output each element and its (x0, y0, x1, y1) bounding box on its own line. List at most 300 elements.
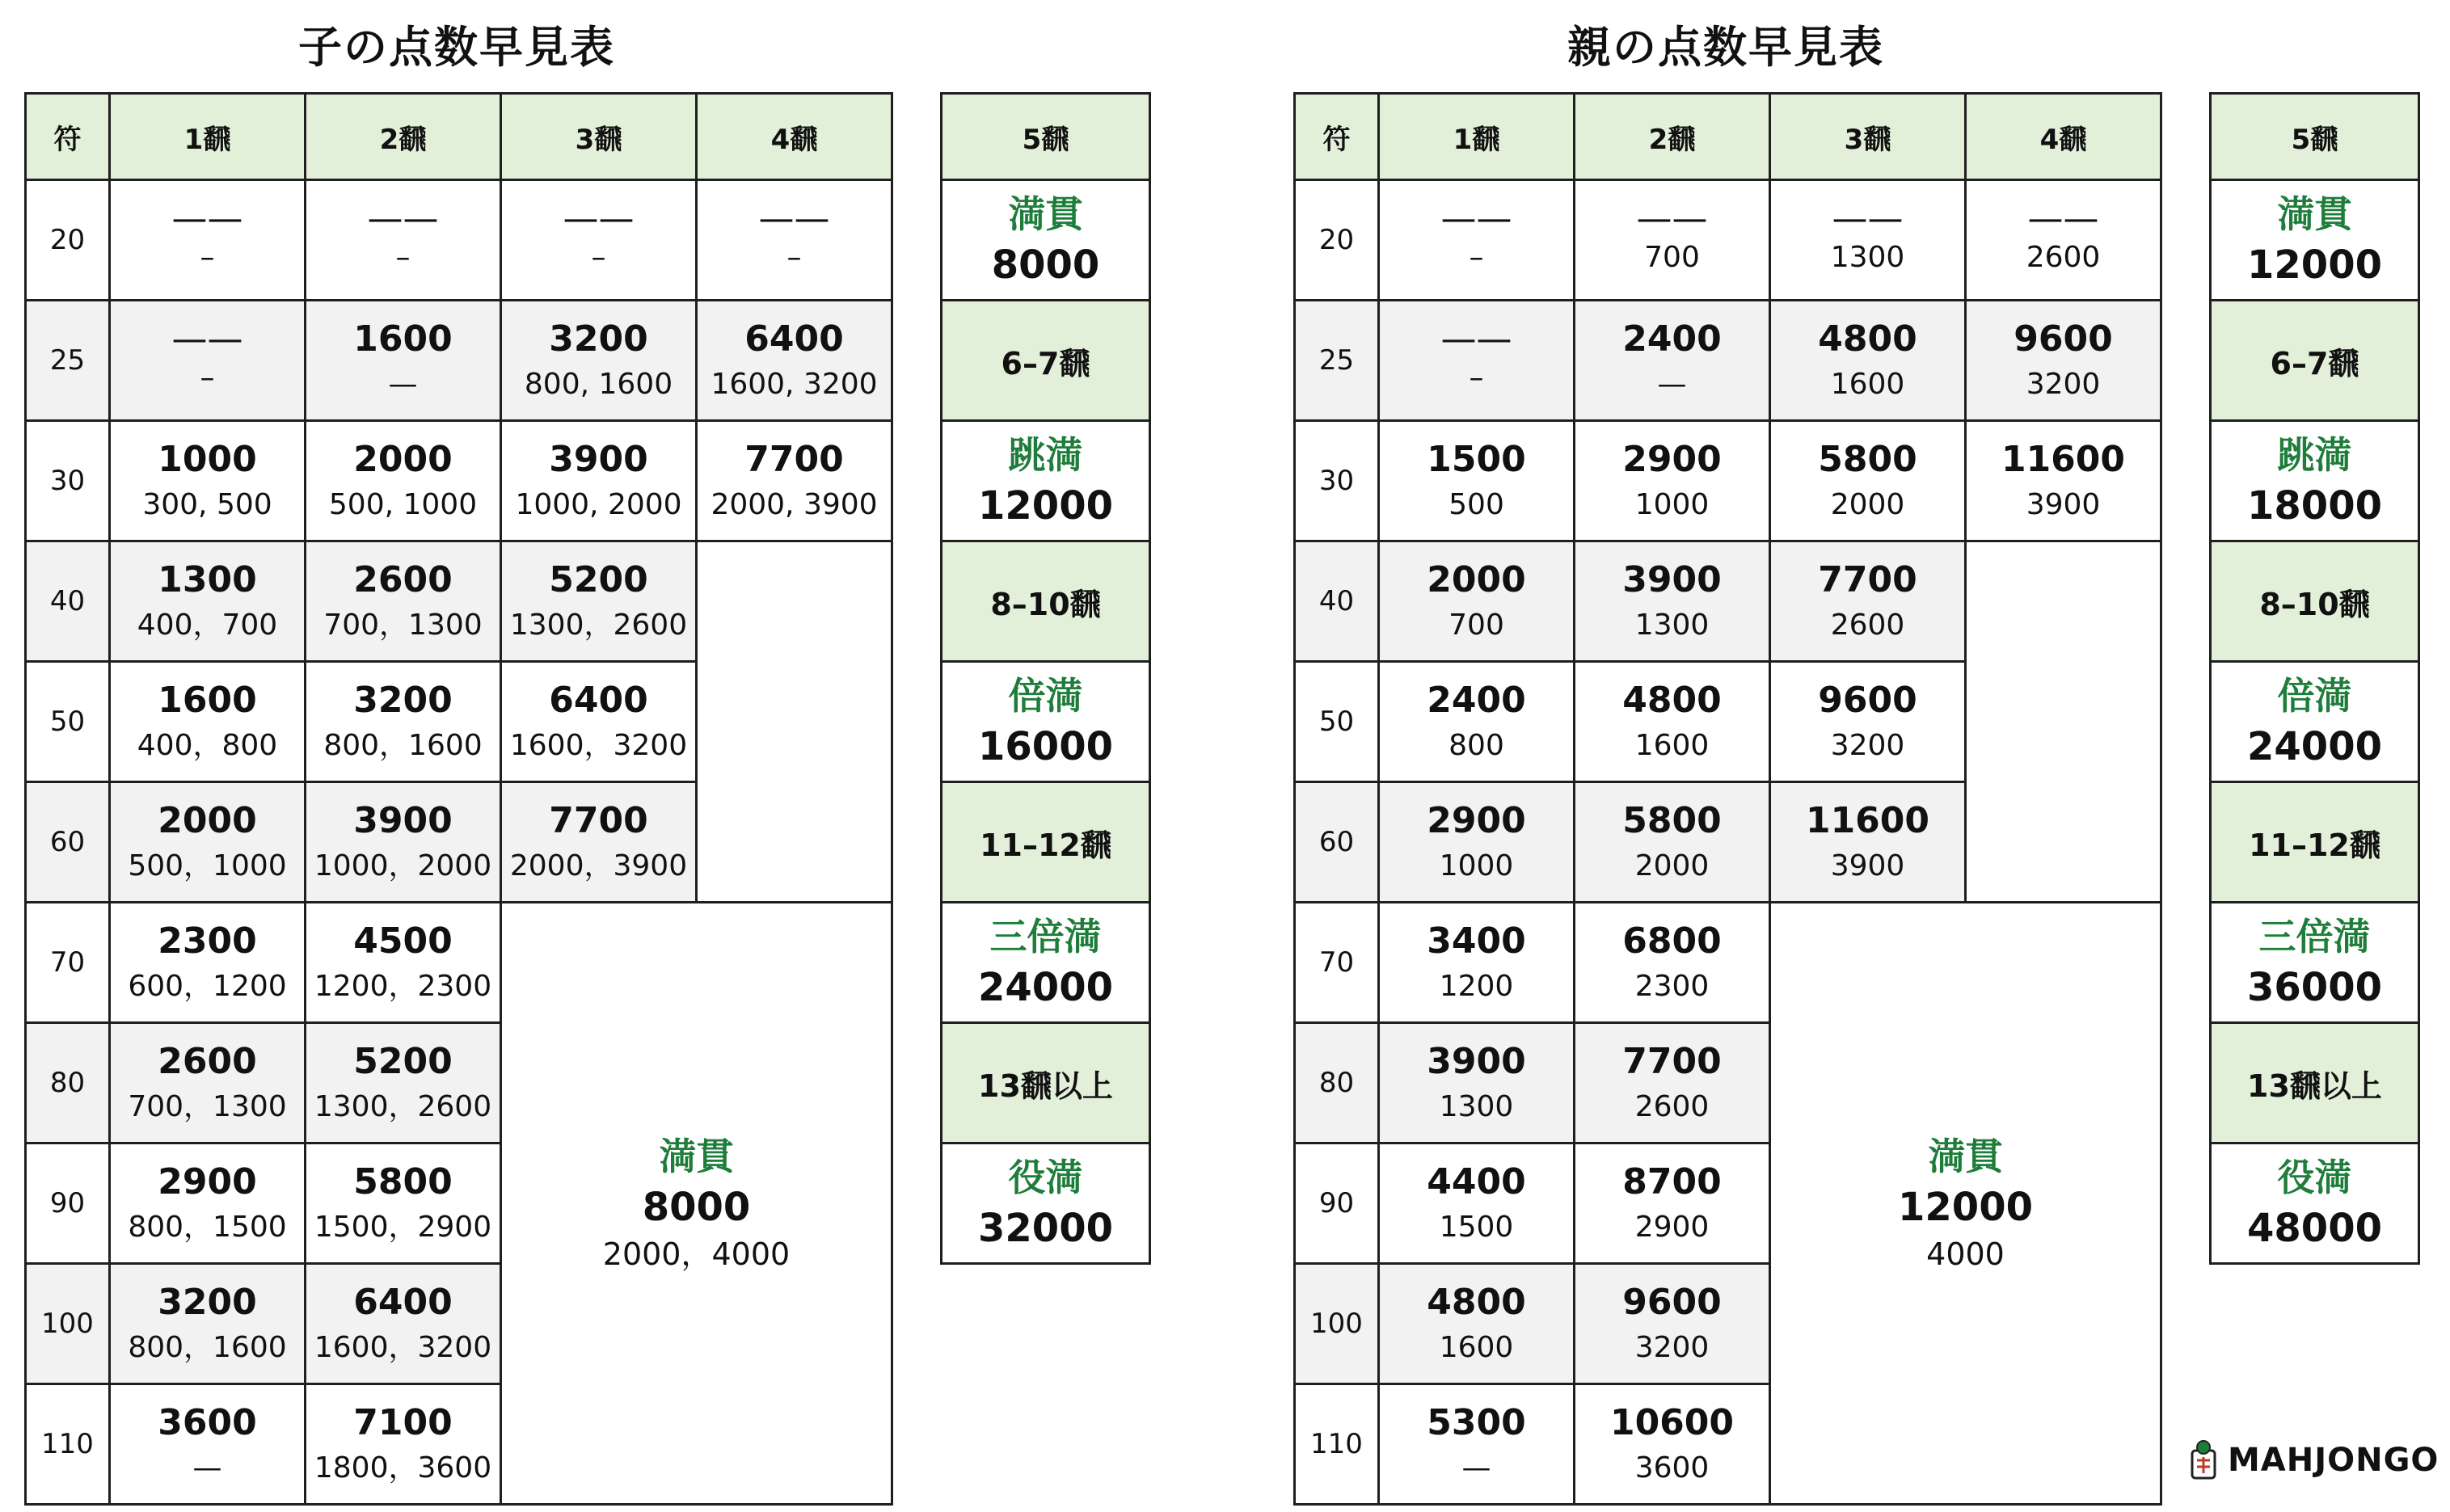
ron-points: 2000 (158, 800, 257, 841)
score-cell (1575, 541, 1770, 662)
ron-points: 6400 (353, 1282, 453, 1323)
limit-hand-cell (2211, 1143, 2419, 1264)
limit-hand-name: 役満 (1008, 1156, 1083, 1199)
han-header: 4飜 (697, 94, 892, 180)
han-range-label: 8–10飜 (2211, 541, 2419, 662)
score-row (26, 541, 892, 662)
tsumo-points: 1600，3200 (509, 729, 688, 762)
dealer-limit-hand-table (2209, 92, 2420, 1265)
ron-points: 3900 (549, 439, 648, 480)
fu-cell: 20 (1295, 180, 1379, 301)
score-cell (1379, 903, 1575, 1023)
mangan-label: 満貫 (1928, 1135, 2003, 1178)
tsumo-points: 1300，2600 (314, 1090, 492, 1123)
tsumo-points: 1600 (1439, 1331, 1514, 1364)
tsumo-points: – (395, 241, 411, 274)
ron-points: 2300 (158, 920, 257, 962)
score-row (26, 421, 892, 541)
tsumo-points: 500, 1000 (328, 488, 478, 521)
mahjongo-logo-icon (2187, 1439, 2220, 1481)
tsumo-points: 2600 (1634, 1090, 1710, 1123)
fu-cell: 60 (1295, 782, 1379, 903)
fu-cell: 90 (26, 1143, 110, 1264)
ron-points: 4800 (1818, 318, 1917, 360)
ron-points: 3900 (1427, 1041, 1526, 1082)
limit-hand-name: 三倍満 (2258, 915, 2371, 958)
score-cell (1575, 1384, 1770, 1505)
ron-points: —— (758, 198, 830, 239)
tsumo-points: 1500 (1439, 1211, 1514, 1244)
tsumo-points: 800，1500 (128, 1211, 287, 1244)
limit-hand-cell (2211, 903, 2419, 1023)
tsumo-points: — (1461, 1451, 1491, 1485)
ron-points: 4500 (353, 920, 453, 962)
header-row (1295, 94, 2161, 180)
score-cell (306, 903, 501, 1023)
tsumo-points: 2000 (1830, 488, 1905, 521)
tsumo-points: 800，1600 (128, 1331, 287, 1364)
fu-cell: 110 (26, 1384, 110, 1505)
limit-hand-row (2211, 1143, 2419, 1264)
score-cell (1966, 301, 2161, 421)
ron-points: —— (1440, 198, 1512, 239)
score-cell (306, 421, 501, 541)
ron-points: 1600 (353, 318, 453, 360)
han-range-row (2211, 541, 2419, 662)
fu-cell: 80 (26, 1023, 110, 1143)
han-header: 3飜 (501, 94, 697, 180)
score-cell (110, 541, 306, 662)
fu-cell: 60 (26, 782, 110, 903)
score-cell (1575, 662, 1770, 782)
score-cell (501, 662, 697, 782)
fu-cell: 30 (1295, 421, 1379, 541)
fu-header: 符 (1295, 94, 1379, 180)
tsumo-points: — (388, 368, 418, 401)
score-cell (1575, 180, 1770, 301)
score-cell (1575, 1023, 1770, 1143)
limit-hand-name: 満貫 (1008, 192, 1083, 236)
ron-points: 2600 (158, 1041, 257, 1082)
han-range-row (942, 301, 1150, 421)
han-header: 4飜 (1966, 94, 2161, 180)
tsumo-points: 500，1000 (128, 849, 287, 882)
tsumo-points: – (200, 361, 215, 394)
ron-points: 3600 (158, 1402, 257, 1443)
fu-cell: 40 (26, 541, 110, 662)
score-cell (110, 421, 306, 541)
score-cell (1770, 541, 1966, 662)
limit-hand-name: 役満 (2277, 1156, 2352, 1199)
limit-hand-row (2211, 903, 2419, 1023)
ron-points: —— (2027, 198, 2099, 239)
tsumo-points: – (200, 241, 215, 274)
score-cell (306, 1023, 501, 1143)
limit-hand-points: 18000 (2247, 483, 2382, 529)
score-cell (306, 1143, 501, 1264)
limit-hand-cell (2211, 180, 2419, 301)
ron-points: 3200 (549, 318, 648, 360)
limit-hand-row (942, 1143, 1150, 1264)
tsumo-points: 1600 (1634, 729, 1710, 762)
score-row (26, 903, 892, 1023)
tsumo-points: 1600, 3200 (711, 368, 878, 401)
tsumo-points: 400，700 (137, 609, 278, 642)
limit-hand-cell (942, 662, 1150, 782)
tsumo-points: 3200 (1634, 1331, 1710, 1364)
tsumo-points: 700 (1644, 241, 1700, 274)
tsumo-points: 2300 (1634, 970, 1710, 1003)
limit-hand-points: 32000 (978, 1206, 1113, 1251)
mangan-points: 12000 (1898, 1185, 2033, 1230)
limit-hand-points: 24000 (978, 965, 1113, 1010)
score-cell (306, 301, 501, 421)
score-cell (697, 421, 892, 541)
limit-hand-row (942, 662, 1150, 782)
limit-hand-row (942, 421, 1150, 541)
tsumo-points: — (1657, 368, 1687, 401)
ron-points: 7700 (1622, 1041, 1722, 1082)
ron-points: 5800 (353, 1161, 453, 1202)
score-cell (697, 301, 892, 421)
ron-points: 2400 (1622, 318, 1722, 360)
ron-points: —— (1636, 198, 1708, 239)
fu-cell: 70 (26, 903, 110, 1023)
tsumo-points: 2000, 3900 (711, 488, 878, 521)
han-range-row (942, 1023, 1150, 1143)
score-cell (1770, 180, 1966, 301)
ron-points: 1600 (158, 680, 257, 721)
han-header: 1飜 (110, 94, 306, 180)
ron-points: 3900 (1622, 559, 1722, 600)
mangan-tsumo-points: 2000，4000 (602, 1236, 791, 1272)
ron-points: 8700 (1622, 1161, 1722, 1202)
ron-points: —— (171, 318, 243, 360)
han-range-row (2211, 301, 2419, 421)
fu-cell: 100 (26, 1264, 110, 1384)
child-score-table (24, 92, 893, 1506)
fu-cell: 90 (1295, 1143, 1379, 1264)
tsumo-points: 3200 (2026, 368, 2101, 401)
score-cell (1770, 782, 1966, 903)
score-cell (1575, 1143, 1770, 1264)
score-cell (110, 180, 306, 301)
score-cell (1379, 1023, 1575, 1143)
score-cell (1379, 541, 1575, 662)
score-cell (1575, 421, 1770, 541)
limit-hand-cell (942, 180, 1150, 301)
limit-hand-row (2211, 180, 2419, 301)
fu-cell: 40 (1295, 541, 1379, 662)
limit-hand-row (2211, 421, 2419, 541)
tsumo-points: 1000, 2000 (515, 488, 682, 521)
mangan-cell (1770, 903, 2161, 1505)
limit-hand-name: 倍満 (1008, 674, 1083, 718)
ron-points: —— (563, 198, 635, 239)
score-row (26, 301, 892, 421)
ron-points: 3400 (1427, 920, 1526, 962)
ron-points: 2900 (1427, 800, 1526, 841)
han-header: 5飜 (2211, 94, 2419, 180)
score-cell (1379, 662, 1575, 782)
tsumo-points: 1600 (1830, 368, 1905, 401)
ron-points: 2000 (1427, 559, 1526, 600)
tsumo-points: 2000 (1634, 849, 1710, 882)
limit-hand-cell (2211, 421, 2419, 541)
score-cell (501, 180, 697, 301)
tsumo-points: 1000 (1439, 849, 1514, 882)
tsumo-points: 1600，3200 (314, 1331, 492, 1364)
score-row (1295, 421, 2161, 541)
score-cell (306, 541, 501, 662)
tsumo-points: 1300 (1439, 1090, 1514, 1123)
score-cell (1770, 662, 1966, 782)
tsumo-points: 1300 (1634, 609, 1710, 642)
ron-points: 7700 (744, 439, 844, 480)
ron-points: 6400 (549, 680, 648, 721)
han-range-label: 13飜以上 (942, 1023, 1150, 1143)
limit-hand-points: 12000 (2247, 242, 2382, 288)
blank-cell (697, 541, 892, 903)
score-cell (110, 1384, 306, 1505)
tsumo-points: 800 (1448, 729, 1504, 762)
limit-hand-row (2211, 662, 2419, 782)
score-cell (1379, 1264, 1575, 1384)
limit-hand-name: 三倍満 (989, 915, 1102, 958)
score-row (1295, 541, 2161, 662)
han-range-label: 6–7飜 (2211, 301, 2419, 421)
tsumo-points: – (1469, 241, 1484, 274)
han-header: 2飜 (1575, 94, 1770, 180)
limit-hand-cell (942, 903, 1150, 1023)
tsumo-points: 1300，2600 (509, 609, 688, 642)
tsumo-points: 800，1600 (323, 729, 483, 762)
score-cell (1379, 1384, 1575, 1505)
score-cell (306, 180, 501, 301)
score-cell (306, 1264, 501, 1384)
limit-hand-name: 満貫 (2277, 192, 2352, 236)
ron-points: 9600 (1818, 680, 1917, 721)
ron-points: 6400 (744, 318, 844, 360)
mangan-points: 8000 (642, 1185, 751, 1230)
tsumo-points: 2000，3900 (509, 849, 688, 882)
ron-points: 11600 (1805, 800, 1930, 841)
tsumo-points: 1300 (1830, 241, 1905, 274)
score-cell (501, 782, 697, 903)
score-cell (110, 1264, 306, 1384)
header-row (2211, 94, 2419, 180)
ron-points: 6800 (1622, 920, 1722, 962)
tsumo-points: 3900 (2026, 488, 2101, 521)
score-cell (1379, 301, 1575, 421)
dealer-score-title: 親の点数早見表 (1567, 22, 1884, 73)
tsumo-points: 400，800 (137, 729, 278, 762)
score-cell (501, 421, 697, 541)
tsumo-points: 800, 1600 (524, 368, 673, 401)
mangan-label: 満貫 (659, 1135, 734, 1178)
score-cell (306, 782, 501, 903)
score-cell (1770, 421, 1966, 541)
tsumo-points: 3600 (1634, 1451, 1710, 1485)
child-limit-hand-table (940, 92, 1151, 1265)
score-cell (110, 782, 306, 903)
han-header: 1飜 (1379, 94, 1575, 180)
score-cell (1966, 180, 2161, 301)
score-cell (1575, 301, 1770, 421)
han-range-label: 11–12飜 (2211, 782, 2419, 903)
score-cell (1379, 421, 1575, 541)
ron-points: 7100 (353, 1402, 453, 1443)
limit-hand-points: 16000 (978, 724, 1113, 769)
ron-points: 1000 (158, 439, 257, 480)
child-score-title: 子の点数早見表 (298, 22, 615, 73)
ron-points: —— (1832, 198, 1904, 239)
tsumo-points: 2600 (2026, 241, 2101, 274)
ron-points: 2900 (158, 1161, 257, 1202)
tsumo-points: — (192, 1451, 222, 1485)
score-cell (110, 1023, 306, 1143)
han-range-row (2211, 1023, 2419, 1143)
tsumo-points: 500 (1448, 488, 1504, 521)
tsumo-points: 3200 (1830, 729, 1905, 762)
score-cell (1575, 903, 1770, 1023)
ron-points: 9600 (2014, 318, 2113, 360)
han-range-label: 11–12飜 (942, 782, 1150, 903)
ron-points: 11600 (2001, 439, 2126, 480)
score-cell (501, 301, 697, 421)
ron-points: —— (171, 198, 243, 239)
tsumo-points: 1500，2900 (314, 1211, 492, 1244)
tsumo-points: 600，1200 (128, 970, 287, 1003)
score-row (1295, 301, 2161, 421)
limit-hand-points: 24000 (2247, 724, 2382, 769)
ron-points: 5800 (1622, 800, 1722, 841)
fu-cell: 100 (1295, 1264, 1379, 1384)
han-range-label: 13飜以上 (2211, 1023, 2419, 1143)
score-cell (1379, 180, 1575, 301)
score-cell (1770, 301, 1966, 421)
score-cell (1379, 1143, 1575, 1264)
score-cell (110, 903, 306, 1023)
score-cell (306, 1384, 501, 1505)
tsumo-points: 1000 (1634, 488, 1710, 521)
ron-points: —— (1440, 318, 1512, 360)
ron-points: 3900 (353, 800, 453, 841)
header-row (26, 94, 892, 180)
mahjongo-logo-text: MAHJONGO (2228, 1442, 2439, 1479)
han-header: 5飜 (942, 94, 1150, 180)
score-row (1295, 180, 2161, 301)
limit-hand-cell (2211, 662, 2419, 782)
header-row (942, 94, 1150, 180)
score-cell (110, 1143, 306, 1264)
han-header: 3飜 (1770, 94, 1966, 180)
score-row (26, 180, 892, 301)
ron-points: 1500 (1427, 439, 1526, 480)
fu-cell: 25 (1295, 301, 1379, 421)
tsumo-points: 2600 (1830, 609, 1905, 642)
ron-points: 7700 (1818, 559, 1917, 600)
score-cell (1575, 1264, 1770, 1384)
score-cell (1966, 421, 2161, 541)
tsumo-points: 700，1300 (323, 609, 483, 642)
limit-hand-name: 跳満 (1008, 433, 1083, 477)
ron-points: 3200 (158, 1282, 257, 1323)
limit-hand-points: 8000 (991, 242, 1100, 288)
ron-points: 2400 (1427, 680, 1526, 721)
mahjongo-logo (2187, 1432, 2439, 1489)
limit-hand-name: 倍満 (2277, 674, 2352, 718)
ron-points: 2900 (1622, 439, 1722, 480)
blank-cell (1966, 541, 2161, 903)
score-cell (306, 662, 501, 782)
ron-points: 3200 (353, 680, 453, 721)
ron-points: 5200 (353, 1041, 453, 1082)
fu-header: 符 (26, 94, 110, 180)
fu-cell: 110 (1295, 1384, 1379, 1505)
tsumo-points: 1000，2000 (314, 849, 492, 882)
ron-points: 10600 (1609, 1402, 1735, 1443)
tsumo-points: – (786, 241, 802, 274)
limit-hand-cell (942, 421, 1150, 541)
mangan-tsumo-points: 4000 (1926, 1236, 2005, 1272)
score-cell (1379, 782, 1575, 903)
limit-hand-row (942, 903, 1150, 1023)
score-row (1295, 903, 2161, 1023)
score-cell (110, 662, 306, 782)
score-cell (697, 180, 892, 301)
fu-cell: 50 (26, 662, 110, 782)
tsumo-points: 1800，3600 (314, 1451, 492, 1485)
tsumo-points: – (591, 241, 606, 274)
tsumo-points: 3900 (1830, 849, 1905, 882)
han-range-row (2211, 782, 2419, 903)
limit-hand-cell (942, 1143, 1150, 1264)
ron-points: 4800 (1427, 1282, 1526, 1323)
tsumo-points: 2900 (1634, 1211, 1710, 1244)
tsumo-points: 1200，2300 (314, 970, 492, 1003)
ron-points: 5200 (549, 559, 648, 600)
tsumo-points: 700，1300 (128, 1090, 287, 1123)
score-cell (110, 301, 306, 421)
tsumo-points: 1200 (1439, 970, 1514, 1003)
tsumo-points: – (1469, 361, 1484, 394)
ron-points: 9600 (1622, 1282, 1722, 1323)
han-range-label: 8–10飜 (942, 541, 1150, 662)
fu-cell: 50 (1295, 662, 1379, 782)
ron-points: —— (367, 198, 439, 239)
han-range-row (942, 782, 1150, 903)
fu-cell: 80 (1295, 1023, 1379, 1143)
tsumo-points: 700 (1448, 609, 1504, 642)
score-cell (1575, 782, 1770, 903)
tsumo-points: 300, 500 (142, 488, 272, 521)
ron-points: 4400 (1427, 1161, 1526, 1202)
ron-points: 5800 (1818, 439, 1917, 480)
limit-hand-points: 36000 (2247, 965, 2382, 1010)
limit-hand-points: 48000 (2247, 1206, 2382, 1251)
ron-points: 2600 (353, 559, 453, 600)
fu-cell: 70 (1295, 903, 1379, 1023)
han-range-label: 6–7飜 (942, 301, 1150, 421)
mangan-cell (501, 903, 892, 1505)
han-header: 2飜 (306, 94, 501, 180)
dealer-score-table (1293, 92, 2162, 1506)
ron-points: 7700 (549, 800, 648, 841)
limit-hand-name: 跳満 (2277, 433, 2352, 477)
ron-points: 1300 (158, 559, 257, 600)
fu-cell: 20 (26, 180, 110, 301)
